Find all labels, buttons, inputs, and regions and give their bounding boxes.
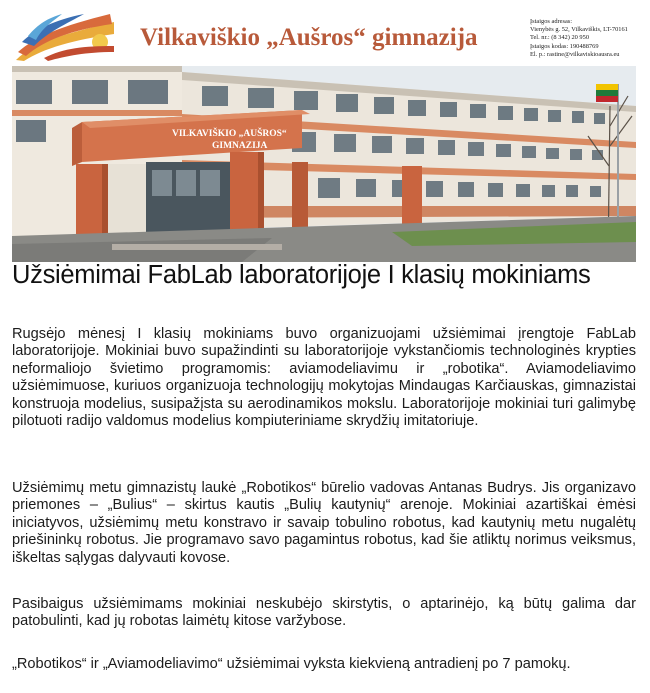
article-paragraph: „Robotikos“ ir „Aviamodeliavimo“ užsiėmimai vyksta kiekvieną antradienį po 7 pamokų. xyxy=(12,656,571,672)
school-logo xyxy=(14,12,116,62)
article-paragraph: Užsiėmimų metu gimnazistų laukė „Robotikos“ būrelio vadovas Antanas Budrys. Jis organizavo priemones – „Bulius“ – skirtus kautis „Bulių kautynių“ arenoje. Mokiniai azartiškai ėmėsi iniciatyvos, užsiėmimų metu konstravo ir savaip tobulino robotus, kad kautynių metu nugalėtų priešininkų robotus. Jie programavo savo pagamintus robotus, kad šie atliktų norimus veiksmus, iškeltas sąlygas dalyvauti kovose. xyxy=(12,480,636,566)
article-paragraph: Rugsėjo mėnesį I klasių mokiniams buvo organizuojami užsiėmimai įrengtoje FabLab laboratorijoje. Mokiniai buvo supažindinti su laboratorijoje vykstančiomis technologinės krypties neformaliojo švietimo programomis: aviamodeliavimu ir „robotika“. Aviamodeliavimo užsiėmimuose, kuriuos organizuoja technologijų mokytojas Mindaugas Karčiauskas, gimnazistai konstruoja modelius, susipažįsta su aerodinamikos mokslu. Laboratorijoje mokiniai turi galimybę pilotuoti radijo valdomus modelius kompiuteriniame skrydžių imitatoriuje. xyxy=(12,326,636,430)
contact-line: Įstaigos adresas: xyxy=(530,18,573,25)
article-paragraph: Pasibaigus užsiėmimams mokiniai neskubėjo skirstytis, o aptarinėjo, ką būtų galima dar patobulinti, kad jų robotas laimėtų kitose varžybose. xyxy=(12,596,636,630)
contact-line: Vienybės g. 52, Vilkaviškis, LT-70161 xyxy=(530,26,628,34)
sign-line-1: VILKAVIŠKIO „AUŠROS“ xyxy=(172,129,287,139)
contact-line: El. p.: rastine@vilkaviskioausra.eu xyxy=(530,50,620,58)
school-building-photo xyxy=(12,66,636,262)
contact-info xyxy=(530,18,648,59)
sign-line-2: GIMNAZIJA xyxy=(212,141,268,151)
contact-line: Tel. nr.: (8 342) 20 950 xyxy=(530,34,590,42)
school-name: Vilkaviškio „Aušros“ gimnazija xyxy=(140,24,478,51)
article-title: Užsiėmimai FabLab laboratorijoje I klasių mokiniams xyxy=(12,261,591,289)
contact-line: Įstaigos kodas: 190488769 xyxy=(530,42,599,50)
